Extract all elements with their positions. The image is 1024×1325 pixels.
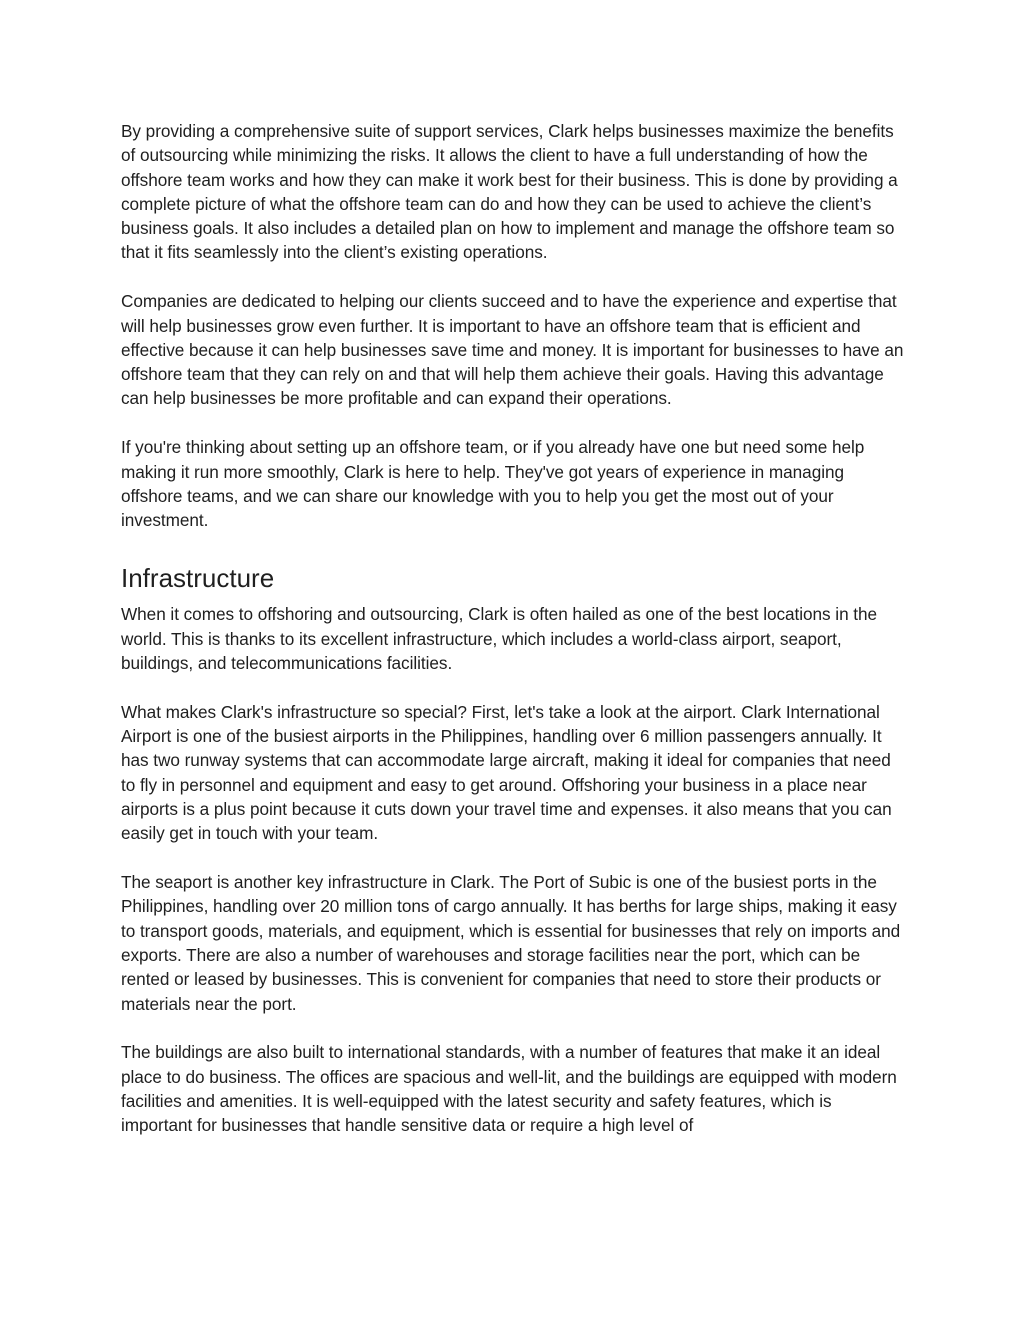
paragraph-buildings: The buildings are also built to international standards, with a number of features that make it an ideal place to do business. The offices are spacious and well-lit, and the buildings are equipped with modern facilities and amenities. It is well-equipped with the latest security and safety features, which is important for businesses that handle sensitive data or require a high level of: [121, 1042, 897, 1136]
paragraph-offshore-help: If you're thinking about setting up an offshore team, or if you already have one but need some help making it run more smoothly, Clark is here to help. They've got years of experience in managing offshore teams, and we can share our knowledge with you to help you get the most out of your investment.: [121, 437, 865, 531]
section-heading-infrastructure: Infrastructure: [121, 563, 275, 594]
paragraph-support-services: By providing a comprehensive suite of support services, Clark helps businesses maximize the benefits of outsourcing while minimizing the risks. It allows the client to have a full understanding of how the offshore team works and how they can make it work best for their business. This is done by providing a complete picture of what the offshore team can do and how they can be used to achieve the client’s business goals. It also includes a detailed plan on how to implement and manage the offshore team so that it fits seamlessly into the client’s existing operations.: [121, 121, 898, 263]
paragraph-seaport: The seaport is another key infrastructure in Clark. The Port of Subic is one of the busiest ports in the Philippines, handling over 20 million tons of cargo annually. It has berths for large ships, making it easy to transport goods, materials, and equipment, which is essential for businesses that rely on imports and exports. There are also a number of warehouses and storage facilities near the port, which can be rented or leased by businesses. This is convenient for companies that need to store their products or materials near the port.: [121, 872, 901, 1014]
paragraph-dedicated-companies: Companies are dedicated to helping our clients succeed and to have the experience and expertise that will help businesses grow even further. It is important to have an offshore team that is efficient and effective because it can help businesses save time and money. It is important for businesses to have an offshore team that they can rely on and that will help them achieve their goals. Having this advantage can help businesses be more profitable and can expand their operations.: [121, 291, 904, 409]
document-page: [121, 119, 904, 1162]
paragraph-airport: What makes Clark's infrastructure so special? First, let's take a look at the airport. Clark International Airport is one of the busiest airports in the Philippines, handling over 6 million passengers annually. It has two runway systems that can accommodate large aircraft, making it ideal for companies that need to fly in personnel and equipment and easy to get around. Offshoring your business in a place near airports is a plus point because it cuts down your travel time and expenses. it also means that you can easily get in touch with your team.: [121, 701, 892, 844]
paragraph-infrastructure-intro: When it comes to offshoring and outsourcing, Clark is often hailed as one of the best locations in the world. This is thanks to its excellent infrastructure, which includes a world-class airport, seaport, buildings, and telecommunications facilities.: [121, 604, 878, 674]
